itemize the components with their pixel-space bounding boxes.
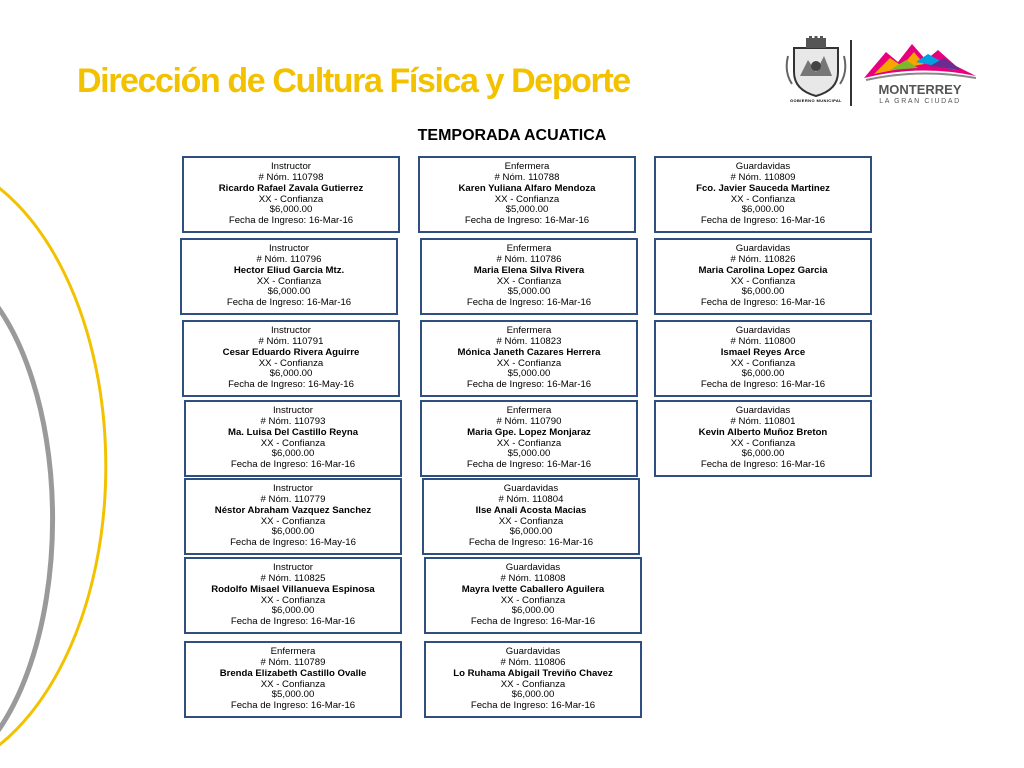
card-salary: $6,000.00 bbox=[511, 689, 555, 701]
city-tagline: LA GRAN CIUDAD bbox=[879, 98, 961, 105]
card-hire-date: Fecha de Ingreso: 16-Mar-16 bbox=[226, 297, 352, 309]
card-name: Ilse Anali Acosta Macias bbox=[475, 504, 587, 516]
card-role: Guardavidas bbox=[735, 405, 791, 417]
card-hire-date: Fecha de Ingreso: 16-Mar-16 bbox=[464, 215, 590, 227]
card-name: Lo Ruhama Abigail Treviño Chavez bbox=[453, 667, 613, 679]
card-salary: $6,000.00 bbox=[271, 605, 315, 617]
card-hire-date: Fecha de Ingreso: 16-Mar-16 bbox=[468, 537, 594, 549]
staff-card bbox=[654, 400, 872, 477]
card-hire-date: Fecha de Ingreso: 16-Mar-16 bbox=[700, 459, 826, 471]
card-salary: $6,000.00 bbox=[741, 204, 785, 216]
staff-card bbox=[420, 400, 638, 477]
card-name: Maria Elena Silva Rivera bbox=[473, 264, 585, 276]
card-name: Ismael Reyes Arce bbox=[720, 346, 806, 358]
card-name: Karen Yuliana Alfaro Mendoza bbox=[458, 182, 596, 194]
card-hire-date: Fecha de Ingreso: 16-Mar-16 bbox=[228, 215, 354, 227]
card-payroll-number: # Nóm. 110786 bbox=[496, 253, 562, 265]
card-contract-type: XX - Confianza bbox=[730, 357, 796, 369]
card-payroll-number: # Nóm. 110798 bbox=[258, 171, 324, 183]
card-payroll-number: # Nóm. 110823 bbox=[496, 335, 562, 347]
card-payroll-number: # Nóm. 110808 bbox=[500, 572, 566, 584]
card-name: Brenda Elizabeth Castillo Ovalle bbox=[219, 667, 367, 679]
card-salary: $6,000.00 bbox=[271, 448, 315, 460]
card-payroll-number: # Nóm. 110800 bbox=[730, 335, 796, 347]
card-contract-type: XX - Confianza bbox=[730, 437, 796, 449]
card-payroll-number: # Nóm. 110791 bbox=[258, 335, 324, 347]
card-contract-type: XX - Confianza bbox=[498, 515, 564, 527]
card-hire-date: Fecha de Ingreso: 16-Mar-16 bbox=[700, 379, 826, 391]
monterrey-mountain-icon bbox=[860, 40, 980, 86]
card-name: Kevin Alberto Muñoz Breton bbox=[698, 426, 828, 438]
card-contract-type: XX - Confianza bbox=[256, 275, 322, 287]
card-salary: $6,000.00 bbox=[269, 368, 313, 380]
card-name: Cesar Eduardo Rivera Aguirre bbox=[222, 346, 360, 358]
card-name: Maria Carolina Lopez Garcia bbox=[698, 264, 828, 276]
staff-card bbox=[180, 238, 398, 315]
card-name: Mayra Ivette Caballero Aguilera bbox=[461, 583, 605, 595]
card-name: Ricardo Rafael Zavala Gutierrez bbox=[218, 182, 364, 194]
card-hire-date: Fecha de Ingreso: 16-Mar-16 bbox=[230, 616, 356, 628]
card-salary: $6,000.00 bbox=[741, 448, 785, 460]
decorative-arcs bbox=[0, 0, 200, 768]
card-payroll-number: # Nóm. 110825 bbox=[260, 572, 326, 584]
card-contract-type: XX - Confianza bbox=[258, 357, 324, 369]
card-payroll-number: # Nóm. 110806 bbox=[500, 656, 566, 668]
card-salary: $5,000.00 bbox=[505, 204, 549, 216]
card-name: Maria Gpe. Lopez Monjaraz bbox=[467, 426, 591, 438]
card-contract-type: XX - Confianza bbox=[730, 275, 796, 287]
logo-divider bbox=[850, 40, 852, 106]
card-contract-type: XX - Confianza bbox=[260, 515, 326, 527]
city-name: MONTERREY bbox=[878, 82, 962, 97]
card-hire-date: Fecha de Ingreso: 16-Mar-16 bbox=[466, 297, 592, 309]
card-hire-date: Fecha de Ingreso: 16-Mar-16 bbox=[700, 215, 826, 227]
card-salary: $5,000.00 bbox=[507, 286, 551, 298]
card-name: Mónica Janeth Cazares Herrera bbox=[457, 346, 601, 358]
card-role: Guardavidas bbox=[735, 161, 791, 173]
card-role: Enfermera bbox=[506, 405, 552, 417]
card-role: Guardavidas bbox=[735, 243, 791, 255]
card-payroll-number: # Nóm. 110779 bbox=[260, 493, 326, 505]
card-payroll-number: # Nóm. 110804 bbox=[498, 493, 564, 505]
card-hire-date: Fecha de Ingreso: 16-Mar-16 bbox=[466, 379, 592, 391]
card-name: Néstor Abraham Vazquez Sanchez bbox=[214, 504, 372, 516]
card-payroll-number: # Nóm. 110788 bbox=[494, 171, 560, 183]
card-name: Ma. Luisa Del Castillo Reyna bbox=[227, 426, 359, 438]
card-contract-type: XX - Confianza bbox=[494, 193, 560, 205]
card-salary: $6,000.00 bbox=[269, 204, 313, 216]
yellow-arc bbox=[0, 165, 106, 768]
card-hire-date: Fecha de Ingreso: 16-Mar-16 bbox=[230, 459, 356, 471]
card-contract-type: XX - Confianza bbox=[496, 357, 562, 369]
section-subtitle: TEMPORADA ACUATICA bbox=[417, 127, 607, 144]
card-payroll-number: # Nóm. 110789 bbox=[260, 656, 326, 668]
card-contract-type: XX - Confianza bbox=[496, 275, 562, 287]
card-role: Enfermera bbox=[270, 646, 316, 658]
card-salary: $6,000.00 bbox=[271, 526, 315, 538]
seal-label: GOBIERNO MUNICIPAL bbox=[789, 98, 842, 103]
card-salary: $5,000.00 bbox=[271, 689, 315, 701]
card-role: Instructor bbox=[271, 161, 311, 173]
staff-card bbox=[654, 238, 872, 315]
card-role: Instructor bbox=[273, 562, 313, 574]
staff-card bbox=[422, 478, 640, 555]
card-salary: $6,000.00 bbox=[267, 286, 311, 298]
card-hire-date: Fecha de Ingreso: 16-Mar-16 bbox=[700, 297, 826, 309]
card-name: Hector Eliud Garcia Mtz. bbox=[233, 264, 345, 276]
card-role: Enfermera bbox=[504, 161, 550, 173]
card-contract-type: XX - Confianza bbox=[730, 193, 796, 205]
card-salary: $6,000.00 bbox=[741, 368, 785, 380]
card-role: Enfermera bbox=[506, 243, 552, 255]
card-hire-date: Fecha de Ingreso: 16-May-16 bbox=[228, 379, 354, 391]
staff-card bbox=[184, 557, 402, 634]
card-payroll-number: # Nóm. 110801 bbox=[730, 415, 796, 427]
staff-card bbox=[654, 156, 872, 233]
card-salary: $6,000.00 bbox=[741, 286, 785, 298]
staff-card bbox=[182, 320, 400, 397]
card-hire-date: Fecha de Ingreso: 16-Mar-16 bbox=[466, 459, 592, 471]
card-salary: $6,000.00 bbox=[511, 605, 555, 617]
card-payroll-number: # Nóm. 110790 bbox=[496, 415, 562, 427]
card-hire-date: Fecha de Ingreso: 16-Mar-16 bbox=[470, 700, 596, 712]
card-role: Instructor bbox=[269, 243, 309, 255]
card-name: Rodolfo Misael Villanueva Espinosa bbox=[211, 583, 375, 595]
card-contract-type: XX - Confianza bbox=[500, 594, 566, 606]
staff-card bbox=[184, 400, 402, 477]
staff-card bbox=[420, 238, 638, 315]
card-role: Guardavidas bbox=[505, 562, 561, 574]
staff-card bbox=[420, 320, 638, 397]
card-payroll-number: # Nóm. 110809 bbox=[730, 171, 796, 183]
staff-card bbox=[184, 478, 402, 555]
card-role: Guardavidas bbox=[735, 325, 791, 337]
card-role: Instructor bbox=[273, 405, 313, 417]
card-contract-type: XX - Confianza bbox=[260, 437, 326, 449]
card-role: Guardavidas bbox=[505, 646, 561, 658]
card-salary: $5,000.00 bbox=[507, 368, 551, 380]
card-contract-type: XX - Confianza bbox=[260, 678, 326, 690]
card-salary: $6,000.00 bbox=[509, 526, 553, 538]
card-contract-type: XX - Confianza bbox=[496, 437, 562, 449]
card-payroll-number: # Nóm. 110796 bbox=[256, 253, 322, 265]
card-role: Enfermera bbox=[506, 325, 552, 337]
header-logos bbox=[784, 36, 984, 112]
card-role: Instructor bbox=[271, 325, 311, 337]
page-title: Dirección de Cultura Física y Deporte bbox=[77, 62, 630, 100]
staff-card bbox=[654, 320, 872, 397]
staff-card bbox=[424, 557, 642, 634]
card-hire-date: Fecha de Ingreso: 16-Mar-16 bbox=[230, 700, 356, 712]
card-contract-type: XX - Confianza bbox=[258, 193, 324, 205]
card-contract-type: XX - Confianza bbox=[260, 594, 326, 606]
card-payroll-number: # Nóm. 110826 bbox=[730, 253, 796, 265]
card-name: Fco. Javier Sauceda Martinez bbox=[696, 182, 830, 194]
staff-card bbox=[184, 641, 402, 718]
staff-card bbox=[424, 641, 642, 718]
card-hire-date: Fecha de Ingreso: 16-Mar-16 bbox=[470, 616, 596, 628]
card-hire-date: Fecha de Ingreso: 16-May-16 bbox=[230, 537, 356, 549]
card-payroll-number: # Nóm. 110793 bbox=[260, 415, 326, 427]
card-role: Guardavidas bbox=[503, 483, 559, 495]
staff-card bbox=[418, 156, 636, 233]
card-contract-type: XX - Confianza bbox=[500, 678, 566, 690]
municipal-seal-icon bbox=[784, 36, 848, 98]
card-salary: $5,000.00 bbox=[507, 448, 551, 460]
card-role: Instructor bbox=[273, 483, 313, 495]
staff-card bbox=[182, 156, 400, 233]
